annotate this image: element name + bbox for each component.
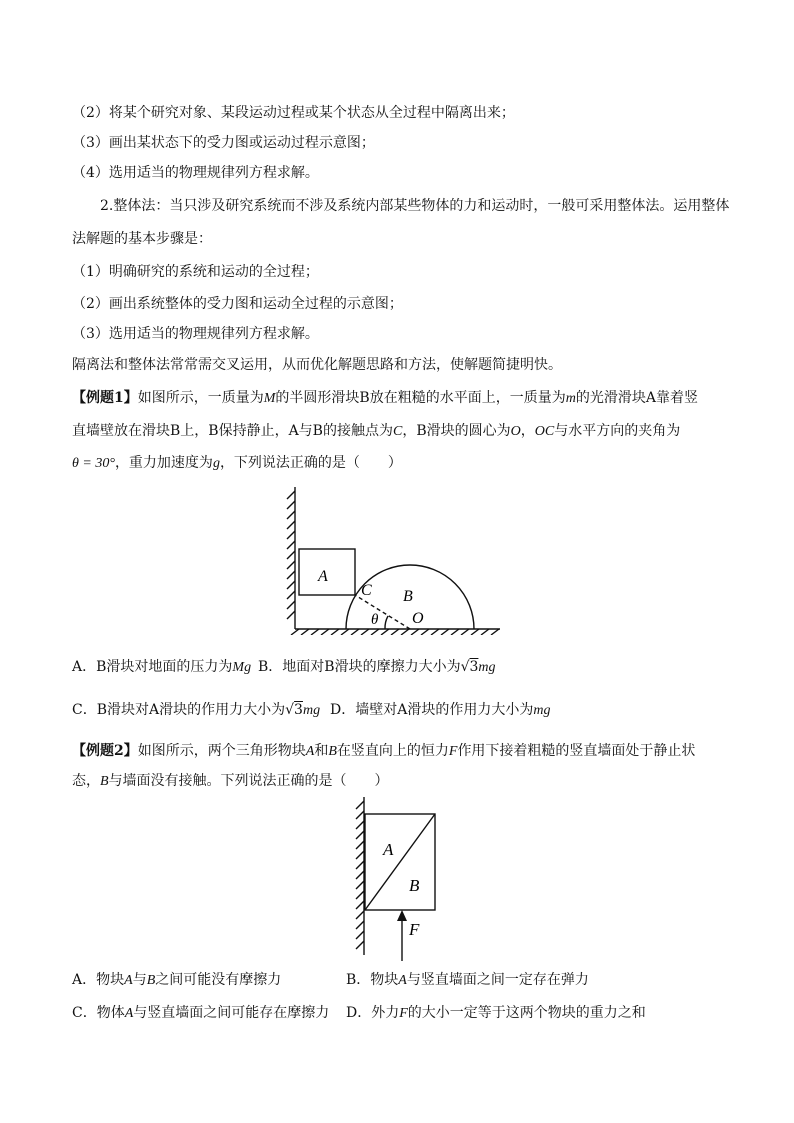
example1-option-b[interactable]: B．地面对B滑块的摩擦力大小为√3mg (258, 659, 496, 675)
example2-tag: 【例题2】 (72, 743, 138, 759)
example1-figure (285, 485, 505, 635)
example2-option-a[interactable]: A．物块A与B之间可能没有摩擦力 (72, 972, 282, 988)
label-a: A (383, 840, 394, 859)
isolation-step-2: （2）将某个研究对象、某段运动过程或某个状态从全过程中隔离出来； (72, 105, 515, 121)
isolation-step-4: （4）选用适当的物理规律列方程求解。 (72, 165, 319, 181)
wall-hatching (356, 801, 364, 949)
label-o: O (412, 610, 424, 627)
label-b: B (409, 876, 420, 895)
example1-option-d[interactable]: D．墙壁对A滑块的作用力大小为mg (330, 702, 551, 718)
arrow-head (397, 910, 407, 921)
example2-figure (350, 795, 450, 965)
label-c: C (361, 582, 372, 599)
diagonal-line (365, 814, 435, 910)
whole-step-2: （2）画出系统整体的受力图和运动全过程的示意图； (72, 296, 403, 312)
isolation-step-3: （3）画出某状态下的受力图或运动过程示意图； (72, 135, 375, 151)
label-theta: θ (371, 612, 379, 628)
example2-option-d[interactable]: D．外力F的大小一定等于这两个物块的重力之和 (346, 1005, 646, 1021)
label-a: A (318, 568, 328, 585)
whole-step-1: （1）明确研究的系统和运动的全过程； (72, 264, 319, 280)
ground-hatching (291, 629, 499, 635)
theta-arc (385, 616, 388, 629)
example2-option-c[interactable]: C．物体A与竖直墙面之间可能存在摩擦力 (72, 1005, 330, 1021)
example1-tag: 【例题1】 (72, 390, 138, 406)
example1-option-a[interactable]: A．B滑块对地面的压力为Mg (72, 659, 252, 675)
whole-step-3: （3）选用适当的物理规律列方程求解。 (72, 326, 319, 342)
whole-method-intro-2: 法解题的基本步骤是： (72, 231, 212, 247)
wall-hatching (287, 491, 295, 619)
label-b: B (403, 588, 413, 605)
example1-line2: 直墙壁放在滑块B上，B保持静止，A与B的接触点为C，B滑块的圆心为O，OC与水平方向的夹角为 (72, 423, 681, 439)
example2-option-b[interactable]: B．物块A与竖直墙面之间一定存在弹力 (346, 972, 589, 988)
example1-option-c[interactable]: C．B滑块对A滑块的作用力大小为√3mg (72, 702, 321, 718)
example2-line1: 【例题2】如图所示，两个三角形物块A和B在竖直向上的恒力F作用下接着粗糙的竖直墙面处于静止状 (72, 743, 696, 759)
example1-line3: θ = 30°，重力加速度为g，下列说法正确的是（ ） (72, 455, 402, 471)
label-f: F (409, 920, 420, 939)
summary-text: 隔离法和整体法常常需交叉运用，从而优化解题思路和方法，使解题简捷明快。 (72, 357, 562, 373)
whole-method-intro-1: 2.整体法：当只涉及研究系统而不涉及系统内部某些物体的力和运动时，一般可采用整体法。运用整体 (100, 198, 730, 214)
example1-line1: 【例题1】如图所示，一质量为M的半圆形滑块B放在粗糙的水平面上，一质量为m的光滑滑块A靠着竖 (72, 390, 698, 406)
example2-line2: 态，B与墙面没有接触。下列说法正确的是（ ） (72, 773, 389, 789)
oc-line (355, 595, 410, 629)
